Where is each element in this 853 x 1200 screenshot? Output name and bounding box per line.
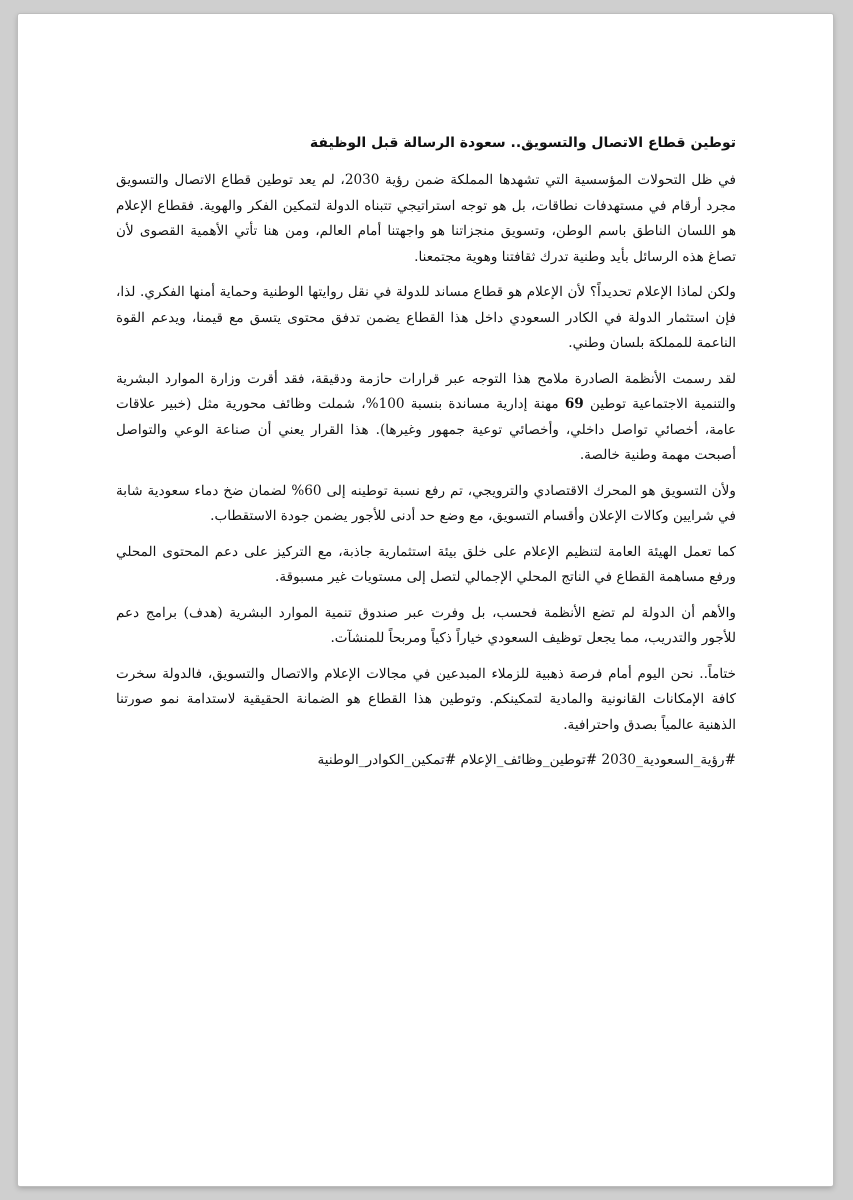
paragraph-media-role: ولكن لماذا الإعلام تحديداً؟ لأن الإعلام هو قطاع مساند للدولة في نقل روايتها الوطنية وحماية أمنها الفكري. لذا، فإن استثمار الدولة في الكادر السعودي داخل هذا القطاع يضمن تدفق محتوى يتسق مع قيمنا، ويدعم القوة الناعمة للمملكة بلسان وطني.: [116, 284, 736, 351]
paragraph-conclusion: ختاماً.. نحن اليوم أمام فرصة ذهبية للزملاء المبدعين في مجالات الإعلام والاتصال والتسويق، فالدولة سخرت كافة الإمكانات القانونية والمادية لتمكينكم. وتوطين هذا القطاع هو الضمانة الحقيقية لاستدامة نمو صورتنا الذهنية عالمياً بصدق واحترافية.: [116, 665, 736, 733]
paragraph-marketing: ولأن التسويق هو المحرك الاقتصادي والترويجي، تم رفع نسبة توطينه إلى 60% لضمان ضخ دماء سعودية شابة في شرايين وكالات الإعلان وأقسام التسويق، مع وضع حد أدنى للأجور يضمن جودة الاستقطاب.: [116, 482, 736, 524]
hashtags-line: #رؤية_السعودية_2030 #توطين_وظائف_الإعلام #تمكين_الكوادر_الوطنية: [317, 752, 736, 768]
professions-count: 69: [564, 396, 584, 412]
regulations-text-after: مهنة إدارية مساندة بنسبة 100%، شملت وظائف محورية مثل (خبير علاقات عامة، أخصائي تواصل داخلي، وأخصائي توعية جمهور وغيرها). هذا القرار يعني أن صناعة الوعي والتواصل أصبحت مهمة وطنية خالصة.: [116, 396, 736, 463]
regulations-text-before: لقد رسمت الأنظمة الصادرة ملامح هذا التوجه عبر قرارات حازمة ودقيقة، فقد أقرت وزارة الموارد البشرية والتنمية الاجتماعية توطين: [116, 370, 736, 412]
document-title: توطين قطاع الاتصال والتسويق.. سعودة الرسالة قبل الوظيفة: [309, 135, 736, 151]
document-page: [18, 14, 833, 1186]
paragraph-regulations: [116, 367, 736, 469]
paragraph-hadaf-support: والأهم أن الدولة لم تضع الأنظمة فحسب، بل وفرت عبر صندوق تنمية الموارد البشرية (هدف) برامج دعم للأجور والتدريب، مما يجعل توظيف السعودي خياراً ذكياً ومربحاً للمنشآت.: [116, 604, 736, 646]
paragraph-media-authority: كما تعمل الهيئة العامة لتنظيم الإعلام على خلق بيئة استثمارية جاذبة، مع التركيز على دعم المحتوى المحلي ورفع مساهمة القطاع في الناتج المحلي الإجمالي لتصل إلى مستويات غير مسبوقة.: [116, 543, 736, 585]
document-body: [116, 132, 736, 773]
paragraph-intro: في ظل التحولات المؤسسية التي تشهدها المملكة ضمن رؤية 2030، لم يعد توطين قطاع الاتصال والتسويق مجرد أرقام في مستهدفات نطاقات، بل هو توجه استراتيجي تتبناه الدولة لتمكين الفكر والهوية. فقطاع الإعلام هو اللسان الناطق باسم الوطن، وتسويق منجزاتنا هو واجهتنا أمام العالم، ومن هنا تأتي الأهمية القصوى لأن تصاغ هذه الرسائل بأيد وطنية تدرك ثقافتنا وهوية مجتمعنا.: [116, 172, 736, 265]
